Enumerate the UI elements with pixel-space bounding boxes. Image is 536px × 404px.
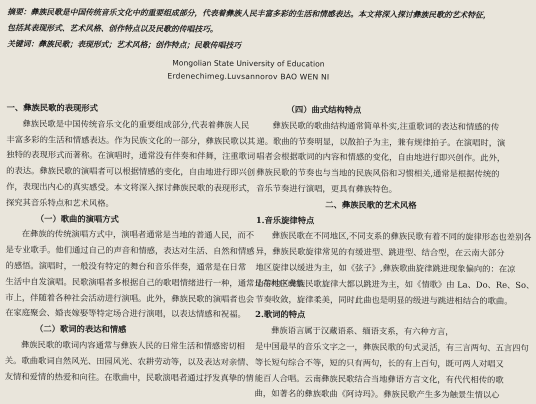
- authors: Erdenechimeg.Luvsannorov BAO WEN NI: [167, 71, 330, 82]
- section-heading: 一、彝族民歌的表现形式: [6, 102, 98, 113]
- right-column: [254, 102, 535, 404]
- paragraph-line: 作，表现出内心的真实感受。本文将深入探讨彝族民歌的表现形式，: [6, 181, 256, 194]
- paragraph-line: 彝族语言属于汉藏语系、缅语支系，有六种方言，: [271, 325, 454, 337]
- paragraph-line: 探究其音乐特点和艺术风格。: [5, 197, 114, 208]
- section-heading: 2.歌词的特点: [255, 309, 306, 320]
- paragraph-line: 彝族民歌的歌词内容通常与彝族人民的日常生活和情感密切相: [20, 339, 246, 351]
- paragraph-line: 独特的表现形式而著称。在演唱时，通常没有伴奏和伴舞，注重歌词: [6, 149, 256, 162]
- paragraph-line: 异，彝族民歌旋律常见的有缓进型、跳进型、结合型，在云南大部分: [255, 246, 505, 258]
- paragraph-line: 彝族民歌在不同地区,不同支系的彝族民歌有着不同的旋律形态也差别各: [271, 230, 532, 243]
- paragraph-line: 关。歌曲歌词自然风光、田园风光、农耕劳动等，以及表达对亲情、: [4, 355, 254, 367]
- paragraph-line: 彝族民歌是中国传统音乐文化的重要组成部分,代表着彝族人民: [22, 118, 250, 130]
- paragraph-line: 的表达。彝族民歌的演唱者可以根据情感的变化，自由地进行即兴创: [6, 165, 256, 178]
- keywords: 关键词：彝族民歌；表现形式；艺术风格；创作特点；民歌传唱技巧: [7, 39, 242, 50]
- paragraph-line: 节奏收敛，旋律柔美，同时此曲也是明显的级进与跳进相结合的歌曲。: [255, 293, 513, 306]
- paragraph-line: 地区旋律以缓进为主，如《弦子》,彝族歌曲旋律跳进现象偏向的：在凉: [255, 262, 516, 274]
- paragraph-line: 唱者会根据歌词的内容和情感的变化，自由地进行即兴创作。此外，: [256, 151, 506, 164]
- paragraph-line: 能百人合唱。云南彝族民歌结合当地彝语方言文化，有代代相传的歌: [254, 372, 504, 385]
- paragraph-line: 在家庭聚会、婚丧嫁娶等特定场合进行演唱，以表达情感和祝福。: [5, 307, 246, 320]
- paragraph-line: 是中国最早的音乐文字之一，彝族民歌的句式灵活，有三言两句、五言四句: [254, 341, 529, 353]
- paragraph-line: 生活中自发演唱。民歌演唱者多根据自己的歌唱情绪进行一种，通常是在村庄或集: [5, 276, 305, 289]
- section-heading: （一）歌曲的演唱方式: [35, 213, 119, 224]
- paragraph-line: 递。歌曲的节奏明显，以散拍子为主，兼有规律拍子。在演唱时，演: [256, 135, 506, 148]
- paragraph-line: 山等地区彝族民歌旋律大都以跳进为主，如《情歌》由 La、Do、Re、So、: [255, 277, 535, 290]
- section-heading: 二、彝族民歌的艺术风格: [325, 199, 417, 210]
- section-heading: （四）曲式结构特点: [286, 104, 362, 115]
- paragraph-line: 在彝族的传统演唱方式中，演唱者通常是当地的普通人民，而不: [21, 228, 255, 241]
- affiliation: Mongolian State University of Education: [172, 58, 325, 69]
- paragraph-line: 丰富多彩的生活和情感表达。作为民族文化的一部分，彝族民歌以其: [6, 133, 256, 146]
- paragraph-line: 彝族民歌的歌曲结构通常简单朴实,注重歌词的表达和情感的传: [272, 119, 500, 132]
- section-heading: （二）歌词的表达和情感: [35, 323, 127, 335]
- paragraph-line: 友情和爱情的热爱和向往。在歌曲中，民歌演唱者通过抒发真挚的情: [4, 370, 254, 383]
- paragraph-line: 的感悟。演唱时，一般没有特定的舞台和音乐伴奏，通常是在日常: [5, 260, 247, 272]
- paragraph-line: 音乐节奏进行演唱，更具有彝族特色。: [256, 183, 398, 195]
- paragraph-line: 市上，伴随着各种社会活动进行演唱。此外，彝族民歌的演唱者也会: [5, 291, 255, 304]
- abstract: 摘要：彝族民歌是中国传统音乐文化中的重要组成部分，代表着彝族人民丰富多彩的生活和情感表达。本文将深入探讨彝族民歌的艺术特征，包括其表现形式、艺术风格、创作特点以及民歌的传唱技巧。: [7, 7, 491, 34]
- paragraph-line: 曲，如著名的彝族歌曲《阿诗玛》。彝族民歌产生多为触景生情以心: [254, 388, 500, 401]
- paragraph-line: 彝族民歌的节奏也与当地的民族风俗和习惯相关,通常是根据传统的: [256, 167, 500, 179]
- paragraph-line: 等长短句综合不等，短的只有两句，长的有上百句，既可两人对唱又: [254, 356, 504, 369]
- paragraph-line: 是专业歌手。他们通过自己的声音和情感，表达对生活、自然和情感: [5, 244, 255, 257]
- section-heading: 1.音乐旋律特点: [255, 214, 315, 226]
